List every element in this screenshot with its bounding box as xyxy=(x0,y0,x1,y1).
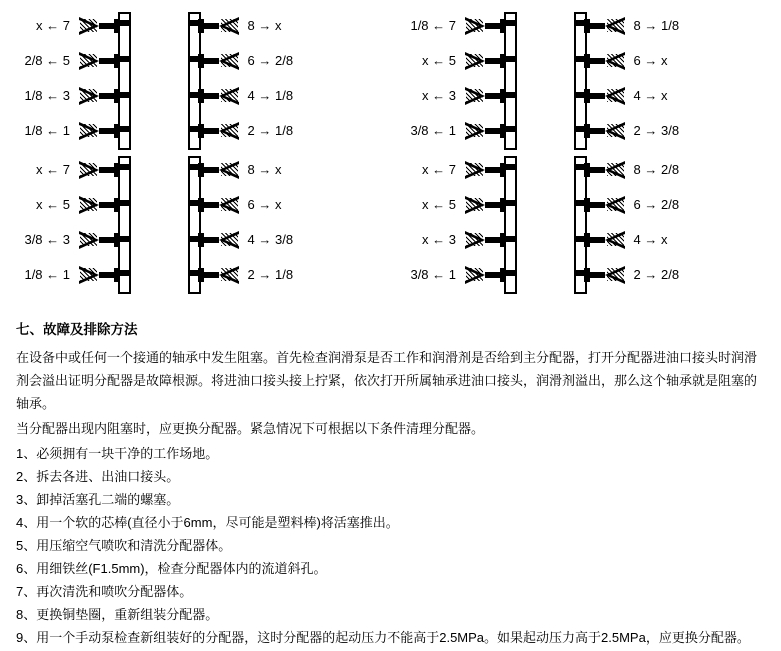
port-label: 2 → 2/8 xyxy=(633,266,680,282)
nozzle-icon xyxy=(578,113,631,148)
port-label: 2 → 1/8 xyxy=(247,122,294,138)
distributor-column-tl-b xyxy=(182,8,302,148)
port-label: 4 → 1/8 xyxy=(247,87,294,103)
distributor-column-br-a xyxy=(400,152,520,292)
port-label: x ← 7 xyxy=(36,161,70,177)
nozzle-icon xyxy=(459,152,513,187)
troubleshooting-section xyxy=(16,318,766,649)
list-item: 4、用一个软的芯棒(直径小于6mm，尽可能是塑料棒)将活塞推出。 xyxy=(16,515,399,530)
nozzle-icon xyxy=(578,257,631,292)
nozzle-icon xyxy=(192,222,245,257)
port-label: 1/8 ← 7 xyxy=(410,17,456,33)
nozzle-icon xyxy=(459,43,513,78)
diagram-group-top-right xyxy=(400,8,688,148)
port-row xyxy=(400,43,520,78)
nozzle-icon xyxy=(192,78,245,113)
port-row xyxy=(14,113,134,148)
nozzle-icon xyxy=(459,187,513,222)
port-row xyxy=(568,8,688,43)
nozzle-icon xyxy=(73,187,127,222)
nozzle-icon xyxy=(578,78,631,113)
diagram-group-bottom-right xyxy=(400,152,688,292)
port-row xyxy=(14,8,134,43)
nozzle-icon xyxy=(73,113,127,148)
port-label: 4 → 3/8 xyxy=(247,231,294,247)
list-item: 6、用细铁丝(F1.5mm)，检查分配器体内的流道斜孔。 xyxy=(16,561,327,576)
nozzle-icon xyxy=(459,113,513,148)
nozzle-icon xyxy=(192,152,245,187)
port-row xyxy=(14,43,134,78)
port-row xyxy=(14,222,134,257)
diagram-group-bottom-left xyxy=(14,152,302,292)
nozzle-icon xyxy=(578,43,631,78)
port-label: x ← 5 xyxy=(422,196,456,212)
port-label: 8 → 1/8 xyxy=(633,17,680,33)
port-label: 6 → 2/8 xyxy=(633,196,680,212)
nozzle-icon xyxy=(192,187,245,222)
port-label: x ← 3 xyxy=(422,87,456,103)
distributor-column-bl-b xyxy=(182,152,302,292)
port-row xyxy=(400,187,520,222)
nozzle-icon xyxy=(192,257,245,292)
port-label: 6 → x xyxy=(247,196,282,212)
list-item: 5、用压缩空气喷吹和清洗分配器体。 xyxy=(16,538,232,553)
port-label: 8 → x xyxy=(247,161,282,177)
port-row xyxy=(400,113,520,148)
port-label: 1/8 ← 1 xyxy=(24,266,70,282)
distributor-column-tr-a xyxy=(400,8,520,148)
section-title: 七、故障及排除方法 xyxy=(16,322,138,337)
port-row xyxy=(568,187,688,222)
nozzle-icon xyxy=(578,8,631,43)
list-item: 9、用一个手动泵检查新组装好的分配器，这时分配器的起动压力不能高于2.5MPa。如果起动压力高于2.5MPa，应更换分配器。 xyxy=(16,630,750,645)
port-label: x ← 7 xyxy=(422,161,456,177)
diagram-group-top-left xyxy=(14,8,302,148)
nozzle-icon xyxy=(459,8,513,43)
nozzle-icon xyxy=(459,78,513,113)
nozzle-icon xyxy=(73,43,127,78)
port-row xyxy=(182,152,302,187)
port-label: 6 → x xyxy=(633,52,668,68)
port-row xyxy=(400,222,520,257)
nozzle-icon xyxy=(459,222,513,257)
port-label: 3/8 ← 3 xyxy=(24,231,70,247)
paragraph: 当分配器出现内阻塞时，应更换分配器。紧急情况下可根据以下条件清理分配器。 xyxy=(16,421,485,436)
port-row xyxy=(182,257,302,292)
port-row xyxy=(14,187,134,222)
port-label: 8 → 2/8 xyxy=(633,161,680,177)
nozzle-icon xyxy=(578,152,631,187)
port-label: 3/8 ← 1 xyxy=(410,266,456,282)
distributor-column-tl-a xyxy=(14,8,134,148)
port-row xyxy=(182,113,302,148)
port-row xyxy=(568,43,688,78)
port-label: 2 → 3/8 xyxy=(633,122,680,138)
port-row xyxy=(568,113,688,148)
port-label: x ← 7 xyxy=(36,17,70,33)
port-label: 2/8 ← 5 xyxy=(24,52,70,68)
distributor-column-tr-b xyxy=(568,8,688,148)
port-row xyxy=(14,152,134,187)
port-label: 3/8 ← 1 xyxy=(410,122,456,138)
port-row xyxy=(568,78,688,113)
list-item: 8、更换铜垫圈，重新组装分配器。 xyxy=(16,607,219,622)
port-label: 1/8 ← 1 xyxy=(24,122,70,138)
port-row xyxy=(400,78,520,113)
port-row xyxy=(568,152,688,187)
distributor-column-br-b xyxy=(568,152,688,292)
nozzle-icon xyxy=(192,113,245,148)
nozzle-icon xyxy=(73,222,127,257)
port-row xyxy=(14,78,134,113)
port-row xyxy=(568,222,688,257)
port-row xyxy=(400,257,520,292)
list-item: 1、必须拥有一块干净的工作场地。 xyxy=(16,446,219,461)
distributor-diagram xyxy=(0,0,781,300)
port-label: x ← 3 xyxy=(422,231,456,247)
nozzle-icon xyxy=(459,257,513,292)
port-label: 4 → x xyxy=(633,231,668,247)
list-item: 3、卸掉活塞孔二端的螺塞。 xyxy=(16,492,180,507)
port-label: 2 → 1/8 xyxy=(247,266,294,282)
distributor-column-bl-a xyxy=(14,152,134,292)
port-row xyxy=(400,152,520,187)
paragraph: 在设备中或任何一个接通的轴承中发生阻塞。首先检查润滑泵是否工作和润滑剂是否给到主分配器，打开分配器进油口接头时润滑剂会溢出证明分配器是故障根源。将进油口接头接上拧紧，依次打开所属轴承进油口接头，润滑剂溢出，那么这个轴承就是阻塞的轴承。 xyxy=(16,350,758,411)
nozzle-icon xyxy=(73,257,127,292)
port-row xyxy=(182,8,302,43)
list-item: 7、再次清洗和喷吹分配器体。 xyxy=(16,584,193,599)
port-row xyxy=(182,187,302,222)
port-row xyxy=(400,8,520,43)
list-item: 2、拆去各进、出油口接头。 xyxy=(16,469,180,484)
nozzle-icon xyxy=(578,222,631,257)
nozzle-icon xyxy=(73,8,127,43)
port-label: 8 → x xyxy=(247,17,282,33)
port-row xyxy=(14,257,134,292)
port-label: 4 → x xyxy=(633,87,668,103)
port-row xyxy=(182,78,302,113)
port-label: 6 → 2/8 xyxy=(247,52,294,68)
port-label: 1/8 ← 3 xyxy=(24,87,70,103)
nozzle-icon xyxy=(578,187,631,222)
port-row xyxy=(568,257,688,292)
nozzle-icon xyxy=(192,8,245,43)
nozzle-icon xyxy=(73,78,127,113)
nozzle-icon xyxy=(73,152,127,187)
port-row xyxy=(182,43,302,78)
nozzle-icon xyxy=(192,43,245,78)
port-label: x ← 5 xyxy=(422,52,456,68)
port-label: x ← 5 xyxy=(36,196,70,212)
port-row xyxy=(182,222,302,257)
